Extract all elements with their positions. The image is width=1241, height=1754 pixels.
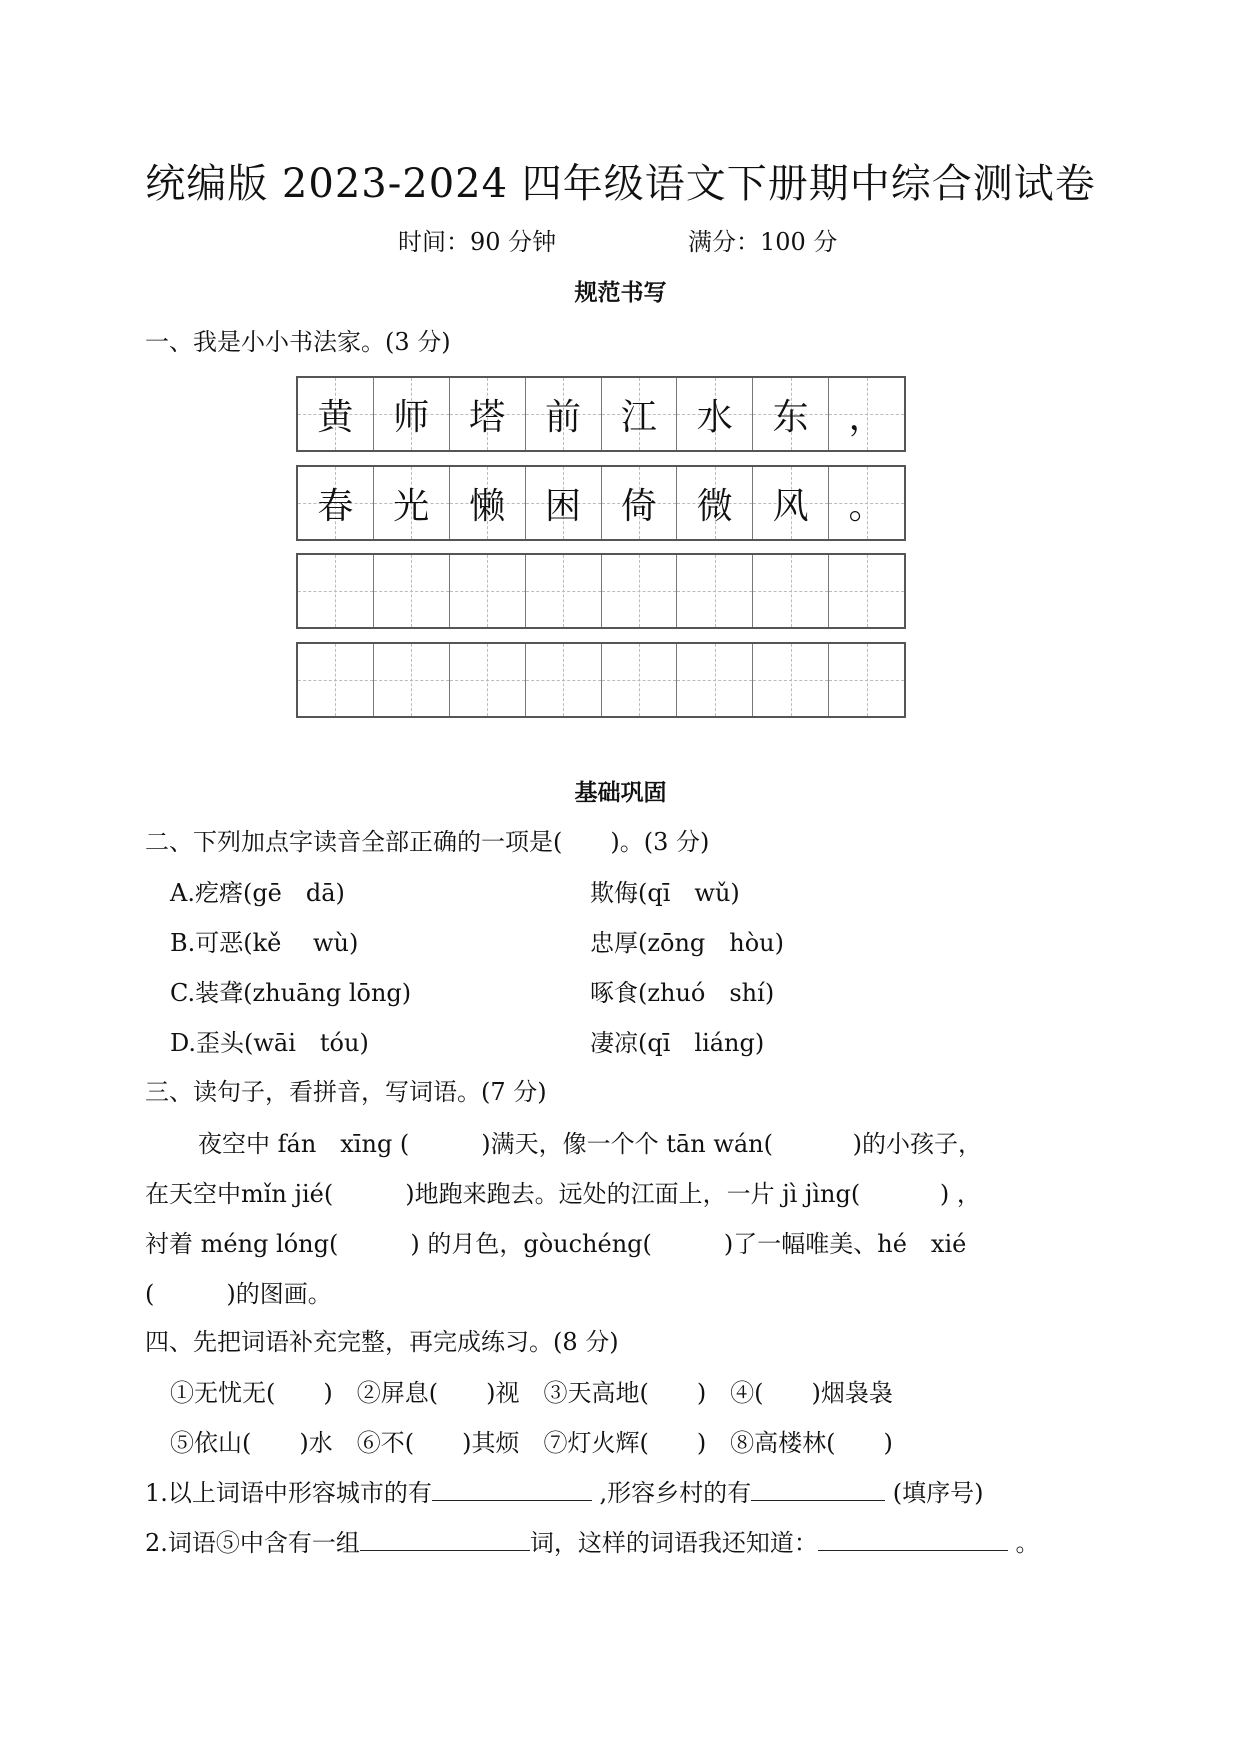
- answer-blank-word-type[interactable]: [360, 1528, 530, 1551]
- grid-cell: ，: [829, 378, 904, 450]
- question-1-title: 一、我是小小书法家。(3 分): [145, 328, 451, 356]
- option-c-2: 啄食(zhuó shí): [590, 979, 775, 1007]
- question-2-title: 二、下列加点字读音全部正确的一项是( )。(3 分): [145, 828, 710, 856]
- option-d-2: 凄凉(qī liáng): [590, 1029, 765, 1057]
- q4-words-row-1: ①无忧无( ) ②屏息( )视 ③天高地( ) ④( )烟袅袅: [170, 1379, 893, 1407]
- grid-cell: 东: [753, 378, 829, 450]
- q3-line-2: 在天空中mǐn jié( )地跑来跑去。远处的江面上，一片 jì jìng( ) ，: [145, 1180, 981, 1208]
- writing-grid-row-1: [296, 376, 906, 452]
- q4-s1-text-c: (填序号): [885, 1479, 984, 1507]
- page-title: 统编版 2023-2024 四年级语文下册期中综合测试卷: [145, 161, 1096, 207]
- answer-blank-more-words[interactable]: [818, 1528, 1008, 1551]
- grid-cell: 水: [677, 378, 753, 450]
- grid-cell-empty[interactable]: [526, 555, 602, 627]
- q4-s2-text-c: 。: [1007, 1529, 1040, 1557]
- grid-cell-empty[interactable]: [450, 644, 526, 716]
- q4-s1-text-a: 1.以上词语中形容城市的有: [145, 1479, 432, 1507]
- grid-cell: 光: [374, 467, 450, 539]
- grid-cell-empty[interactable]: [602, 555, 678, 627]
- grid-cell: 微: [677, 467, 753, 539]
- q4-subquestion-1: [145, 1473, 984, 1508]
- grid-cell-empty[interactable]: [753, 555, 829, 627]
- writing-grid-row-3[interactable]: [296, 553, 906, 629]
- q4-s1-text-b: ,形容乡村的有: [591, 1479, 752, 1507]
- q3-line-3: 衬着 méng lóng( ) 的月色，gòuchéng( )了一幅唯美、hé xié: [145, 1230, 967, 1258]
- grid-cell-empty[interactable]: [450, 555, 526, 627]
- exam-score: 满分：100 分: [688, 228, 838, 256]
- grid-cell-empty[interactable]: [298, 644, 374, 716]
- option-c-1: C.装聋(zhuāng lōng): [170, 979, 412, 1007]
- option-b-2: 忠厚(zōng hòu): [590, 929, 785, 957]
- grid-cell: 。: [829, 467, 904, 539]
- grid-cell-empty[interactable]: [677, 555, 753, 627]
- q3-line-4: ( )的图画。: [145, 1280, 332, 1308]
- writing-grid-row-4[interactable]: [296, 642, 906, 718]
- grid-cell-empty[interactable]: [753, 644, 829, 716]
- writing-grid-row-2: [296, 465, 906, 541]
- question-4-title: 四、先把词语补充完整，再完成练习。(8 分): [145, 1328, 619, 1356]
- answer-blank-village[interactable]: [751, 1478, 885, 1501]
- grid-cell-empty[interactable]: [677, 644, 753, 716]
- question-3-title: 三、读句子，看拼音，写词语。(7 分): [145, 1078, 547, 1106]
- grid-cell: 懒: [450, 467, 526, 539]
- grid-cell-empty[interactable]: [374, 555, 450, 627]
- section-title-basics: 基础巩固: [574, 780, 667, 806]
- q4-s2-text-b: 词，这样的词语我还知道：: [529, 1529, 818, 1557]
- grid-cell: 倚: [602, 467, 678, 539]
- grid-cell-empty[interactable]: [829, 644, 904, 716]
- section-title-writing: 规范书写: [574, 280, 667, 306]
- option-a-1: A.疙瘩(gē dā): [170, 879, 345, 907]
- grid-cell-empty[interactable]: [602, 644, 678, 716]
- grid-cell-empty[interactable]: [374, 644, 450, 716]
- option-d-1: D.歪头(wāi tóu): [170, 1029, 369, 1057]
- grid-cell: 塔: [450, 378, 526, 450]
- option-b-1: B.可恶(kě wù): [170, 929, 359, 957]
- grid-cell: 春: [298, 467, 374, 539]
- grid-cell-empty[interactable]: [298, 555, 374, 627]
- option-a-2: 欺侮(qī wǔ): [590, 879, 740, 907]
- exam-time: 时间：90 分钟: [398, 228, 557, 256]
- q4-subquestion-2: [145, 1523, 1040, 1558]
- grid-cell: 困: [526, 467, 602, 539]
- grid-cell: 前: [526, 378, 602, 450]
- grid-cell: 江: [602, 378, 678, 450]
- answer-blank-city[interactable]: [432, 1478, 592, 1501]
- q4-s2-text-a: 2.词语⑤中含有一组: [145, 1529, 360, 1557]
- q3-line-1: 夜空中 fán xīng ( )满天，像一个个 tān wán( )的小孩子，: [198, 1130, 982, 1158]
- grid-cell: 黄: [298, 378, 374, 450]
- q4-words-row-2: ⑤依山( )水 ⑥不( )其烦 ⑦灯火辉( ) ⑧高楼林( ): [170, 1429, 893, 1457]
- grid-cell-empty[interactable]: [829, 555, 904, 627]
- grid-cell: 师: [374, 378, 450, 450]
- grid-cell-empty[interactable]: [526, 644, 602, 716]
- grid-cell: 风: [753, 467, 829, 539]
